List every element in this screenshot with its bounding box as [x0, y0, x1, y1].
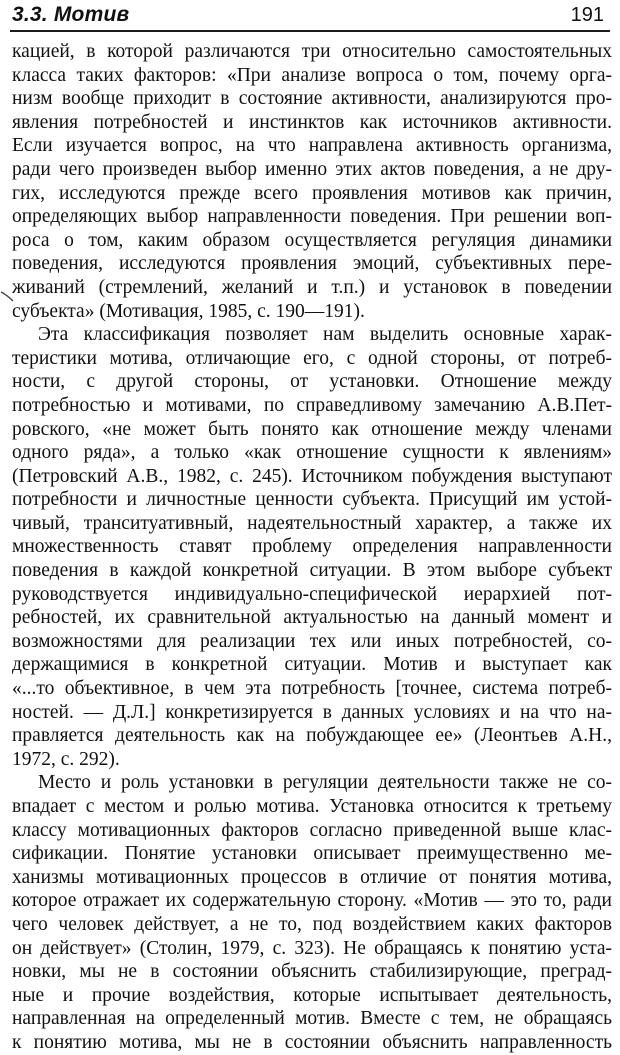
text-line: ностей. — Д.Л.] конкретизируется в данных условиях и на что на- [12, 701, 612, 723]
body-text [12, 40, 612, 1055]
text-line: явления потребностей и инстинктов как источников активности. [12, 111, 612, 133]
running-header [10, 2, 610, 30]
text-line: ребностей, их сравнительной актуальностью на данный момент и [12, 607, 612, 629]
text-line: ные и прочие воздействия, которые испытывает деятельность, [12, 984, 612, 1006]
page-number: 191 [570, 4, 604, 26]
text-line: впадает с местом и ролью мотива. Установка относится к третьему [12, 796, 612, 817]
text-line: чивый, транситуативный, надеятельностный характер, а также их [12, 512, 612, 534]
text-line: поведения в каждой конкретной ситуации. В этом выборе субъект [12, 560, 612, 582]
text-line: направленная на определенный мотив. Вместе с тем, не обращаясь [12, 1008, 612, 1030]
text-line: чего человек действует, а не то, под воздействием каких факторов [12, 913, 612, 935]
text-line: руководствуется индивидуально-специфической иерархией пот- [12, 583, 612, 605]
text-line: сификации. Понятие установки описывает преимущественно ме- [12, 843, 612, 865]
text-line: ровского, «не может быть понято как отношение между членами [12, 418, 612, 440]
text-line: Если изучается вопрос, на что направлена активность организма, [12, 135, 612, 157]
text-line: возможностями для реализации тех или иных потребностей, со- [12, 630, 612, 652]
paragraph-1 [12, 40, 612, 323]
text-line: множественность ставят проблему определения направленности [12, 536, 612, 558]
text-line: теристики мотива, отличающие его, с одной стороны, от потреб- [12, 347, 612, 369]
text-line: Место и роль установки в регуляции деятельности также не со- [38, 772, 612, 794]
text-line: держащимися в конкретной ситуации. Мотив и выступает как [12, 654, 612, 676]
text-line: роса о том, каким образом осуществляется регуляция динамики [12, 229, 612, 251]
text-line: Эта классификация позволяет нам выделить основные харак- [38, 324, 612, 346]
text-line: ханизмы мотивационных процессов в отличие от понятия мотива, [12, 866, 612, 888]
section-title: 3.3. Мотив [12, 3, 130, 26]
text-line: поведения, исследуются проявления эмоций, субъективных пере- [12, 253, 612, 275]
text-line: субъекта» (Мотивация, 1985, с. 190—191). [12, 300, 365, 322]
text-line: одного ряда», а только «как отношение сущности к явлениям» [12, 442, 612, 464]
text-line: «...то объективное, в чем эта потребность [точнее, система потреб- [12, 678, 612, 700]
text-line: потребности и личностные ценности субъекта. Присущий им устой- [12, 489, 612, 511]
text-line: гих, исследуются прежде всего проявления мотивов как причин, [12, 182, 612, 204]
text-line: низм вообще приходит в состояние активности, анализируются про- [12, 88, 612, 110]
text-line: он действует» (Столин, 1979, с. 323). Не обращаясь к понятию уста- [12, 937, 612, 959]
text-line: ности, с другой стороны, от установки. Отношение между [12, 371, 612, 393]
text-line: 1972, с. 292). [12, 748, 120, 770]
text-line: классу мотивационных факторов согласно приведенной выше клас- [12, 819, 612, 841]
text-line: определяющих выбор направленности поведения. При решении воп- [12, 206, 612, 228]
text-line: новки, мы не в состоянии объяснить стабилизирующие, преград- [12, 961, 612, 983]
text-line: класса таких факторов: «При анализе вопроса о том, почему орга- [12, 64, 612, 86]
text-line: правляется деятельность как на побуждающее ее» (Леонтьев А.Н., [12, 725, 612, 747]
text-line: кацией, в которой различаются три относительно самостоятельных [12, 41, 612, 62]
text-line: (Петровский А.В., 1982, с. 245). Источником побуждения выступают [12, 465, 612, 487]
paragraph-2 [12, 323, 612, 771]
text-line: которое отражает их содержательную сторону. «Мотив — это то, ради [12, 890, 612, 912]
text-line: живаний (стремлений, желаний и т.п.) и установок в поведении [12, 276, 612, 298]
paragraph-3 [12, 771, 612, 1054]
text-line: к понятию мотива, мы не в состоянии объяснить направленность [12, 1031, 612, 1053]
header-rule [10, 30, 610, 32]
text-line: потребностью и мотивами, по справедливому замечанию А.В.Пет- [12, 394, 612, 416]
text-line: ради чего произведен выбор именно этих актов поведения, а не дру- [12, 158, 612, 180]
